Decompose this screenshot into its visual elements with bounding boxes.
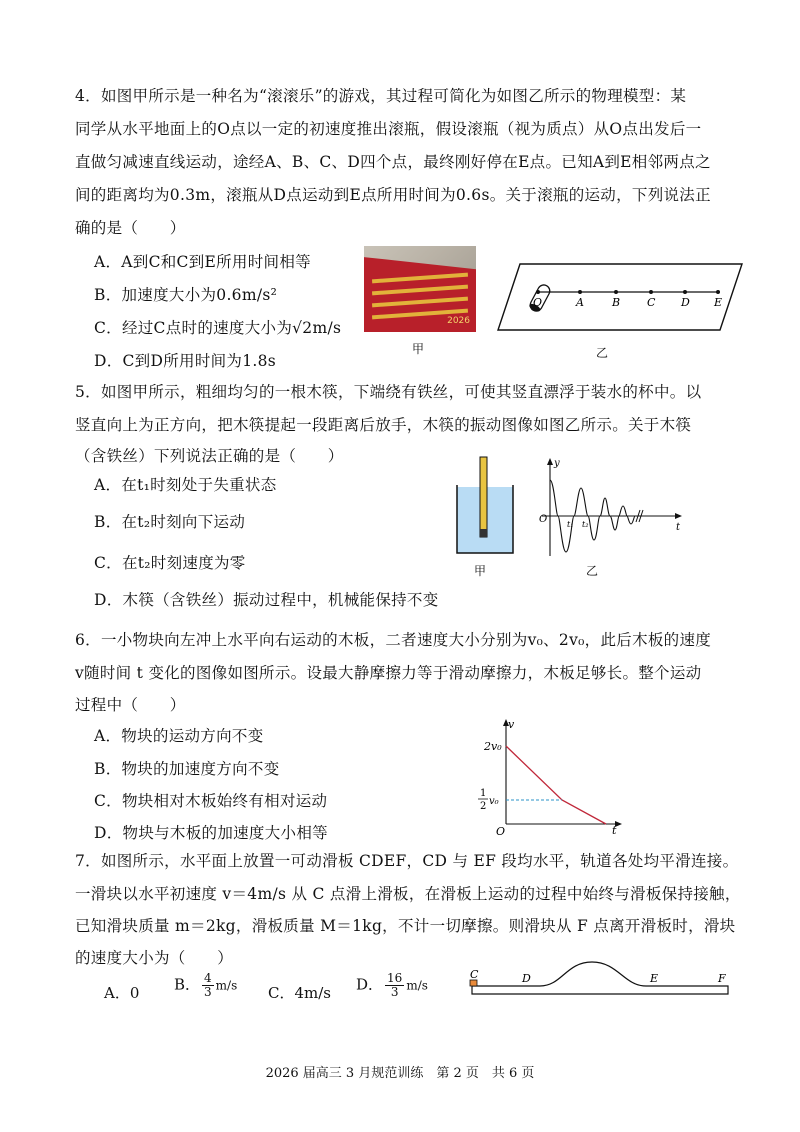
q7-line-3: 已知滑块质量 m＝2kg，滑板质量 M＝1kg，不计一切摩擦。则滑块从 F 点离开滑板时，滑块	[75, 917, 736, 935]
q4-caption-jia: 甲	[412, 342, 425, 356]
q5-caption-yi: 乙	[586, 564, 599, 578]
board-label-e: E	[650, 972, 659, 985]
q6-velocity-graph	[476, 716, 636, 836]
q4-line-4: 间的距离均为0.3m，滚瓶从D点运动到E点所用时间为0.6s。关于滚瓶的运动，下列说法正	[75, 186, 711, 204]
v-axis-label: v	[508, 718, 515, 731]
q4-option-d: D．C到D所用时间为1.8s	[94, 352, 277, 370]
half-v0-label: v₀	[489, 796, 499, 807]
q5-cup-diagram	[452, 455, 518, 559]
q7-option-a: A．0	[104, 984, 140, 1002]
q4-option-c: C．经过C点时的速度大小为√2m/s	[94, 319, 342, 337]
q4-line-5: 确的是（ ）	[75, 219, 186, 237]
label-2v0: 2v₀	[484, 740, 502, 753]
q7-line-1: 7．如图所示，水平面上放置一可动滑板 CDEF，CD 与 EF 段均水平，轨道各处均平滑连接。	[75, 852, 739, 870]
q5-line-3: （含铁丝）下列说法正确的是（ ）	[75, 447, 344, 465]
board-label-c: C	[470, 968, 479, 981]
q6-line-1: 6．一小物块向左冲上水平向右运动的木板，二者速度大小分别为v₀、2v₀，此后木板的速度	[75, 631, 712, 649]
q7-option-d-prefix: D．	[356, 975, 384, 994]
y-axis-label: y	[554, 458, 560, 469]
q5-option-a: A．在t₁时刻处于失重状态	[94, 476, 277, 494]
q5-option-d: D．木筷（含铁丝）振动过程中，机械能保持不变	[94, 591, 439, 609]
iron-wire	[480, 529, 487, 537]
q6-line-2: v随时间 t 变化的图像如图所示。设最大静摩擦力等于滑动摩擦力，木板足够长。整个运动	[75, 664, 702, 682]
board-label-d: D	[522, 972, 531, 985]
q4-line-2: 同学从水平地面上的O点以一定的初速度推出滚瓶，假设滚瓶（视为质点）从O点出发后一	[75, 120, 702, 138]
q5-line-1: 5．如图甲所示，粗细均匀的一根木筷，下端绕有铁丝，可使其竖直漂浮于装水的杯中。以	[75, 383, 702, 401]
q5-option-b: B．在t₂时刻向下运动	[94, 513, 246, 531]
point-label-o: O	[533, 296, 543, 309]
t1-label: t₁	[567, 520, 574, 529]
q7-option-d-fraction: $\frac{16}{3}$	[387, 971, 403, 999]
q6-option-d: D．物块与木板的加速度大小相等	[94, 824, 328, 842]
q5-option-c: C．在t₂时刻速度为零	[94, 554, 246, 572]
q7-option-c: C．4m/s	[268, 984, 331, 1002]
q4-line-1: 4．如图甲所示是一种名为“滚滚乐”的游戏，其过程可简化为如图乙所示的物理模型：某	[75, 87, 687, 105]
t2-label: t₂	[582, 520, 589, 529]
board-label-f: F	[718, 972, 726, 985]
point-label-e: E	[714, 296, 723, 309]
slide-board	[472, 962, 728, 994]
q6-option-b: B．物块的加速度方向不变	[94, 760, 280, 778]
q7-slide-board-diagram	[466, 952, 734, 998]
t-axis-label: t	[612, 824, 617, 836]
chopstick	[480, 457, 487, 537]
q6-option-c: C．物块相对木板始终有相对运动	[94, 792, 328, 810]
q4-option-b: B．加速度大小为0.6m/s²	[94, 286, 278, 304]
origin-label: O	[496, 825, 506, 836]
q4-game-photo	[364, 246, 476, 332]
q6-line-3: 过程中（ ）	[75, 696, 186, 714]
point-label-a: A	[576, 296, 584, 309]
half-denominator: 2	[480, 801, 487, 812]
half-numerator: 1	[480, 788, 487, 799]
point-label-b: B	[612, 296, 621, 309]
q7-option-b-prefix: B．	[174, 975, 201, 994]
q5-oscillation-graph	[536, 456, 686, 560]
q6-option-a: A．物块的运动方向不变	[94, 727, 264, 745]
q5-line-2: 竖直向上为正方向，把木筷提起一段距离后放手，木筷的振动图像如图乙所示。关于木筷	[75, 416, 692, 434]
q7-option-b: B． $\frac{4}{3}$ m/s	[174, 971, 238, 999]
q7-option-b-fraction: $\frac{4}{3}$	[204, 971, 212, 999]
q4-track-diagram	[496, 258, 746, 338]
q7-line-2: 一滑块以水平初速度 v＝4m/s 从 C 点滑上滑板，在滑板上运动的过程中始终与滑板保持接触，	[75, 885, 741, 903]
velocity-line	[506, 746, 606, 824]
q4-caption-yi: 乙	[596, 346, 609, 360]
origin-label: O	[539, 514, 548, 525]
photo-year-text: 2026	[447, 316, 470, 326]
t-axis-label: t	[676, 522, 681, 533]
q4-option-a: A．A到C和C到E所用时间相等	[94, 253, 311, 271]
page-footer: 2026 届高三 3 月规范训练 第 2 页 共 6 页	[265, 1066, 535, 1081]
q5-caption-jia: 甲	[474, 564, 487, 578]
q7-option-d: D． $\frac{16}{3}$ m/s	[356, 971, 428, 999]
q4-line-3: 直做匀减速直线运动，途经A、B、C、D四个点，最终刚好停在E点。已知A到E相邻两点之	[75, 153, 711, 171]
point-label-d: D	[681, 296, 690, 309]
point-label-c: C	[647, 296, 656, 309]
q7-line-4: 的速度大小为（ ）	[75, 949, 234, 967]
